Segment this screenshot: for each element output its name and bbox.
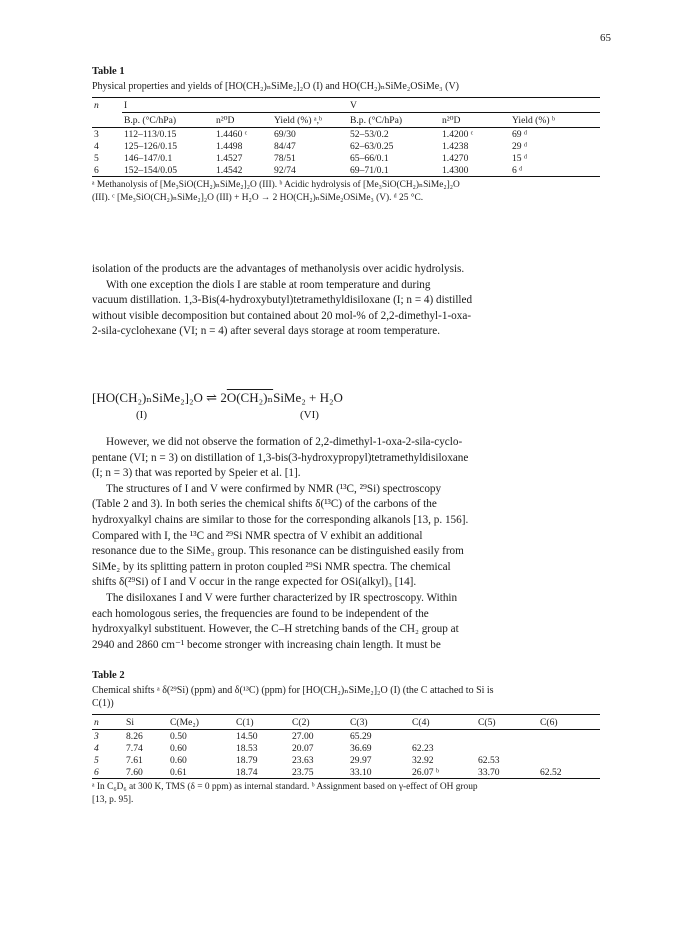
table-cell: 7.74: [126, 742, 143, 754]
text-line: resonance due to the SiMe₃ group. This resonance can be distinguished easily from: [92, 545, 464, 558]
table-1-footnote-line-2: (III). ᶜ [Me₃SiO(CH₂)ₙSiMe₂]₂O (III) + H₂O → 2 HO(CH₂)ₙSiMe₂OSiMe₃ (V). ᵈ 25 °C.: [92, 193, 424, 203]
table-1-group-I: I: [124, 99, 128, 111]
equation-right: SiMe₂ + H₂O: [273, 390, 343, 405]
table-cell: 92/74: [272, 164, 348, 177]
text-line: shifts δ(²⁹Si) of I and V occur in the range expected for OSi(alkyl)₃ [14].: [92, 576, 417, 589]
table-cell: 4: [94, 140, 99, 152]
table-cell: 32.92: [412, 754, 434, 766]
paragraph-1: [92, 262, 600, 340]
table-cell: 18.79: [236, 754, 258, 766]
table-cell: 62.53: [478, 754, 500, 766]
table-cell: 5: [94, 152, 99, 164]
table-cell: 1.4542: [214, 164, 272, 177]
table-1-n-header: n: [94, 99, 99, 111]
table-cell: 7.60: [124, 766, 168, 779]
table-1-caption: Physical properties and yields of [HO(CH₂)ₙSiMe₂]₂O (I) and HO(CH₂)ₙSiMe₂OSiMe₃ (V): [92, 81, 460, 92]
table-cell: [538, 730, 600, 743]
table-2-label: Table 2: [92, 670, 125, 681]
table-cell: 3: [92, 128, 122, 141]
text-line: isolation of the products are the advantages of methanolysis over acidic hydrolysis.: [92, 263, 465, 275]
table-cell: 5: [94, 754, 99, 766]
table-1-footnote-line-1: ᵃ Methanolysis of [Me₃SiO(CH₂)ₙSiMe₂]₂O (III). ᵇ Acidic hydrolysis of [Me₃SiO(CH₂)ₙSiMe₂]₂O: [92, 180, 460, 190]
text-line: without visible decomposition but contained about 20 mol-% of 2,2-dimethyl-1-oxa-: [92, 309, 472, 322]
equation-left: [HO(CH₂)ₙSiMe₂]₂O ⇌ 2: [92, 390, 227, 405]
table-cell: 62–63/0.25: [350, 140, 394, 152]
table-row: [92, 766, 600, 779]
table-cell: [538, 754, 600, 766]
table-1-col-bp-I: B.p. (°C/hPa): [122, 113, 214, 128]
text-line: With one exception the diols I are stable at room temperature and during: [106, 278, 431, 291]
table-cell: 146–147/0.1: [124, 152, 173, 164]
table-cell: 18.53: [236, 742, 258, 754]
table-1-col-yield-I: Yield (%) ᵃ,ᵇ: [272, 113, 348, 128]
table-2-caption-line-2: C(1)): [92, 698, 114, 709]
equation-ring: O(CH₂)ₙ: [226, 390, 274, 405]
table-cell: 65–66/0.1: [350, 152, 389, 164]
table-cell: 23.63: [292, 754, 314, 766]
equation: [92, 390, 600, 406]
table-cell: 6: [92, 766, 124, 779]
table-cell: 69–71/0.1: [348, 164, 440, 177]
text-line: Compared with I, the ¹³C and ²⁹Si NMR spectra of V exhibit an additional: [92, 529, 423, 542]
table-row: [92, 140, 600, 152]
table-2-col-cme2: C(Me₂): [168, 715, 234, 730]
table-cell: 1.4527: [216, 152, 243, 164]
table-row: [92, 152, 600, 164]
table-2-col-c1: C(1): [234, 715, 290, 730]
text-line: The disiloxanes I and V were further characterized by IR spectroscopy. Within: [106, 591, 458, 604]
table-row: [92, 730, 600, 743]
table-cell: 112–113/0.15: [122, 128, 214, 141]
table-cell: 33.70: [476, 766, 538, 779]
page-number: 65: [600, 32, 611, 44]
equation-label-I: (I): [136, 409, 147, 421]
table-cell: 3: [94, 730, 99, 742]
table-cell: 0.60: [170, 754, 187, 766]
text-line: each homologous series, the frequencies are found to be independent of the: [92, 607, 429, 620]
table-cell: 125–126/0.15: [124, 140, 178, 152]
table-row: [92, 742, 600, 754]
table-cell: 14.50: [236, 730, 258, 742]
table-cell: 65.29: [350, 730, 372, 742]
table-cell: 29.97: [350, 754, 372, 766]
table-2-caption-line-1: Chemical shifts ᵃ δ(²⁹Si) (ppm) and δ(¹³C) (ppm) for [HO(CH₂)ₙSiMe₂]₂O (I) (the C attached to Si is: [92, 685, 494, 696]
table-cell: 6: [92, 164, 122, 177]
table-1-col-yield-V: Yield (%) ᵇ: [510, 113, 600, 128]
table-2-grid: [92, 715, 600, 779]
table-cell: [476, 742, 538, 754]
table-cell: 4: [94, 742, 99, 754]
table-2-col-c5: C(5): [476, 715, 538, 730]
table-cell: 29 ᵈ: [512, 140, 527, 152]
table-cell: 1.4300: [440, 164, 510, 177]
table-2-col-si: Si: [124, 715, 168, 730]
table-cell: 6 ᵈ: [510, 164, 600, 177]
table-cell: 18.74: [234, 766, 290, 779]
table-cell: 1.4460 ᶜ: [214, 128, 272, 141]
table-1: [92, 66, 600, 205]
table-2-footnote: [92, 781, 600, 807]
paragraph-2: [92, 435, 600, 653]
table-cell: [538, 742, 600, 754]
table-cell: [410, 730, 476, 743]
text-line: (Table 2 and 3). In both series the chemical shifts δ(¹³C) of the carbons of the: [92, 498, 437, 511]
table-2-col-c3: C(3): [348, 715, 410, 730]
table-2-col-n: n: [92, 715, 124, 730]
table-2-caption: [92, 684, 600, 710]
text-line: SiMe₂ by its splitting pattern in proton coupled ²⁹Si NMR spectra. The chemical: [92, 560, 451, 573]
table-1-header-blank: [92, 113, 122, 128]
table-cell: 84/47: [274, 140, 296, 152]
text-line: The structures of I and V were confirmed by NMR (¹³C, ²⁹Si) spectroscopy: [106, 482, 442, 495]
table-cell: 8.26: [126, 730, 143, 742]
table-row: [92, 164, 600, 177]
text-line: hydroxyalkyl chains are similar to those for the corresponding alkanols [13, p. 156].: [92, 513, 469, 526]
table-1-group-V: V: [350, 99, 357, 111]
table-cell: 78/51: [274, 152, 296, 164]
table-1-grid: [92, 98, 600, 177]
table-2: [92, 670, 600, 807]
table-cell: 33.10: [348, 766, 410, 779]
table-2-col-c6: C(6): [538, 715, 600, 730]
table-cell: 26.07 ᵇ: [410, 766, 476, 779]
table-cell: 62.23: [412, 742, 434, 754]
table-cell: 152–154/0.05: [122, 164, 214, 177]
table-cell: 36.69: [350, 742, 372, 754]
table-cell: 23.75: [290, 766, 348, 779]
text-line: vacuum distillation. 1,3-Bis(4-hydroxybutyl)tetramethyldisiloxane (I; n = 4) distilled: [92, 294, 473, 307]
table-cell: 1.4270: [442, 152, 469, 164]
text-line: 2-sila-cyclohexane (VI; n = 4) after several days storage at room temperature.: [92, 325, 440, 338]
table-1-footnote: [92, 179, 600, 205]
table-row: [92, 128, 600, 141]
table-cell: 0.50: [170, 730, 187, 742]
table-2-footnote-line-2: [13, p. 95].: [92, 795, 134, 805]
table-cell: 69/30: [272, 128, 348, 141]
table-cell: 0.61: [168, 766, 234, 779]
table-cell: 62.52: [538, 766, 600, 779]
table-cell: 0.60: [170, 742, 187, 754]
table-2-col-c4: C(4): [410, 715, 476, 730]
text-line: pentane (VI; n = 3) on distillation of 1,3-bis(3-hydroxypropyl)tetramethyldisiloxane: [92, 451, 469, 464]
table-cell: 7.61: [126, 754, 143, 766]
table-cell: 1.4238: [442, 140, 469, 152]
table-cell: 15 ᵈ: [512, 152, 527, 164]
text-line: (I; n = 3) that was reported by Speier et al. [1].: [92, 467, 301, 480]
table-cell: 1.4498: [216, 140, 243, 152]
table-1-label: Table 1: [92, 66, 125, 77]
table-cell: 52–53/0.2: [348, 128, 440, 141]
equation-label-VI: (VI): [300, 409, 319, 421]
table-1-col-nD-I: n²⁰D: [214, 113, 272, 128]
text-line: 2940 and 2860 cm⁻¹ become stronger with increasing chain length. It must be: [92, 638, 441, 651]
text-line: hydroxyalkyl substituent. However, the C–H stretching bands of the CH₂ group at: [92, 623, 459, 636]
table-2-header-row: [92, 715, 600, 730]
text-line: However, we did not observe the formation of 2,2-dimethyl-1-oxa-2-sila-cyclo-: [106, 436, 463, 448]
table-row: [92, 754, 600, 766]
table-2-footnote-line-1: ᵃ In C₆D₆ at 300 K, TMS (δ = 0 ppm) as internal standard. ᵇ Assignment based on γ-effect of OH group: [92, 782, 478, 792]
table-cell: 27.00: [292, 730, 314, 742]
table-cell: 20.07: [292, 742, 314, 754]
table-2-col-c2: C(2): [290, 715, 348, 730]
table-1-col-nD-V: n²⁰D: [440, 113, 510, 128]
table-cell: 69 ᵈ: [510, 128, 600, 141]
table-cell: [476, 730, 538, 743]
table-1-col-bp-V: B.p. (°C/hPa): [348, 113, 440, 128]
table-cell: 1.4200 ᶜ: [440, 128, 510, 141]
